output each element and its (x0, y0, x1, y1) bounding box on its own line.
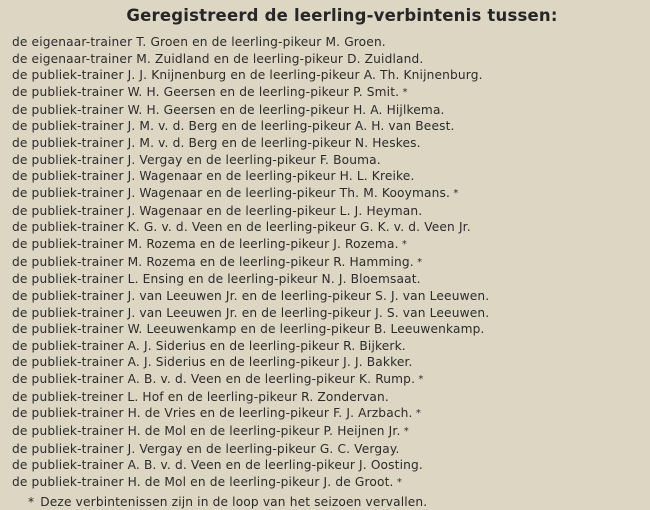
registration-entry: de publiek-trainer J. Vergay en de leerling-pikeur F. Bouma. (12, 152, 381, 167)
registration-entry: de publiek-trainer J. J. Knijnenburg en de leerling-pikeur A. Th. Knijnenburg. (12, 68, 483, 83)
registration-list (12, 34, 642, 492)
registration-entry: de publiek-trainer J. Wagenaar en de leerling-pikeur L. J. Heyman. (12, 203, 423, 218)
registration-entry: de publiek-trainer J. M. v. d. Berg en de leerling-pikeur A. H. van Beest. (12, 119, 455, 134)
registration-entry: de publiek-trainer M. Rozema en de leerling-pikeur R. Hamming. * (12, 254, 642, 272)
footnote-marker: * (28, 494, 35, 509)
registration-entry: de publiek-trainer W. H. Geersen en de leerling-pikeur P. Smit. * (12, 84, 642, 102)
registration-entry: de publiek-trainer W. H. Geersen en de leerling-pikeur H. A. Hijlkema. (12, 102, 445, 117)
registration-entry: de publiek-trainer J. van Leeuwen Jr. en de leerling-pikeur S. J. van Leeuwen. (12, 288, 490, 303)
registration-entry: de publiek-trainer A. J. Siderius en de leerling-pikeur R. Bijkerk. (12, 338, 406, 353)
registration-entry: de publiek-trainer J. Vergay en de leerling-pikeur G. C. Vergay. (12, 441, 400, 456)
footnote (12, 494, 642, 510)
page-title: Geregistreerd de leerling-verbintenis tussen: (126, 6, 558, 25)
registration-entry: de eigenaar-trainer M. Zuidland en de leerling-pikeur D. Zuidland. (12, 51, 424, 66)
registration-entry: de publiek-trainer A. J. Siderius en de leerling-pikeur J. J. Bakker. (12, 355, 413, 370)
registration-entry: de eigenaar-trainer T. Groen en de leerling-pikeur M. Groen. (12, 35, 386, 49)
registration-entry: de publiek-trainer A. B. v. d. Veen en de leerling-pikeur K. Rump. * (12, 371, 642, 389)
registration-entry: de publiek-trainer J. M. v. d. Berg en de leerling-pikeur N. Heskes. (12, 135, 421, 150)
registration-entry: de publiek-treiner L. Hof en de leerling-pikeur R. Zondervan. (12, 389, 389, 404)
registration-entry: de publiek-trainer L. Ensing en de leerling-pikeur N. J. Bloemsaat. (12, 272, 421, 287)
footnote-text: Deze verbintenissen zijn in de loop van het seizoen vervallen. (40, 494, 428, 509)
registration-entry: de publiek-trainer K. G. v. d. Veen en de leerling-pikeur G. K. v. d. Veen Jr. (12, 220, 471, 235)
registration-entry: de publiek-trainer W. Leeuwenkamp en de leerling-pikeur B. Leeuwenkamp. (12, 322, 485, 337)
registration-entry: de publiek-trainer J. Wagenaar en de leerling-pikeur H. L. Kreike. (12, 169, 415, 184)
registration-entry: de publiek-trainer H. de Mol en de leerling-pikeur J. de Groot. * (12, 474, 642, 492)
registration-entry: de publiek-trainer A. B. v. d. Veen en de leerling-pikeur J. Oosting. (12, 458, 423, 473)
registration-entry: de publiek-trainer H. de Mol en de leerling-pikeur P. Heijnen Jr. * (12, 423, 642, 441)
registration-entry: de publiek-trainer H. de Vries en de leerling-pikeur F. J. Arzbach. * (12, 405, 642, 423)
registration-entry: de publiek-trainer J. Wagenaar en de leerling-pikeur Th. M. Kooymans. * (12, 185, 642, 203)
registration-entry: de publiek-trainer J. van Leeuwen Jr. en de leerling-pikeur J. S. van Leeuwen. (12, 305, 490, 320)
registration-entry: de publiek-trainer M. Rozema en de leerling-pikeur J. Rozema. * (12, 236, 642, 254)
